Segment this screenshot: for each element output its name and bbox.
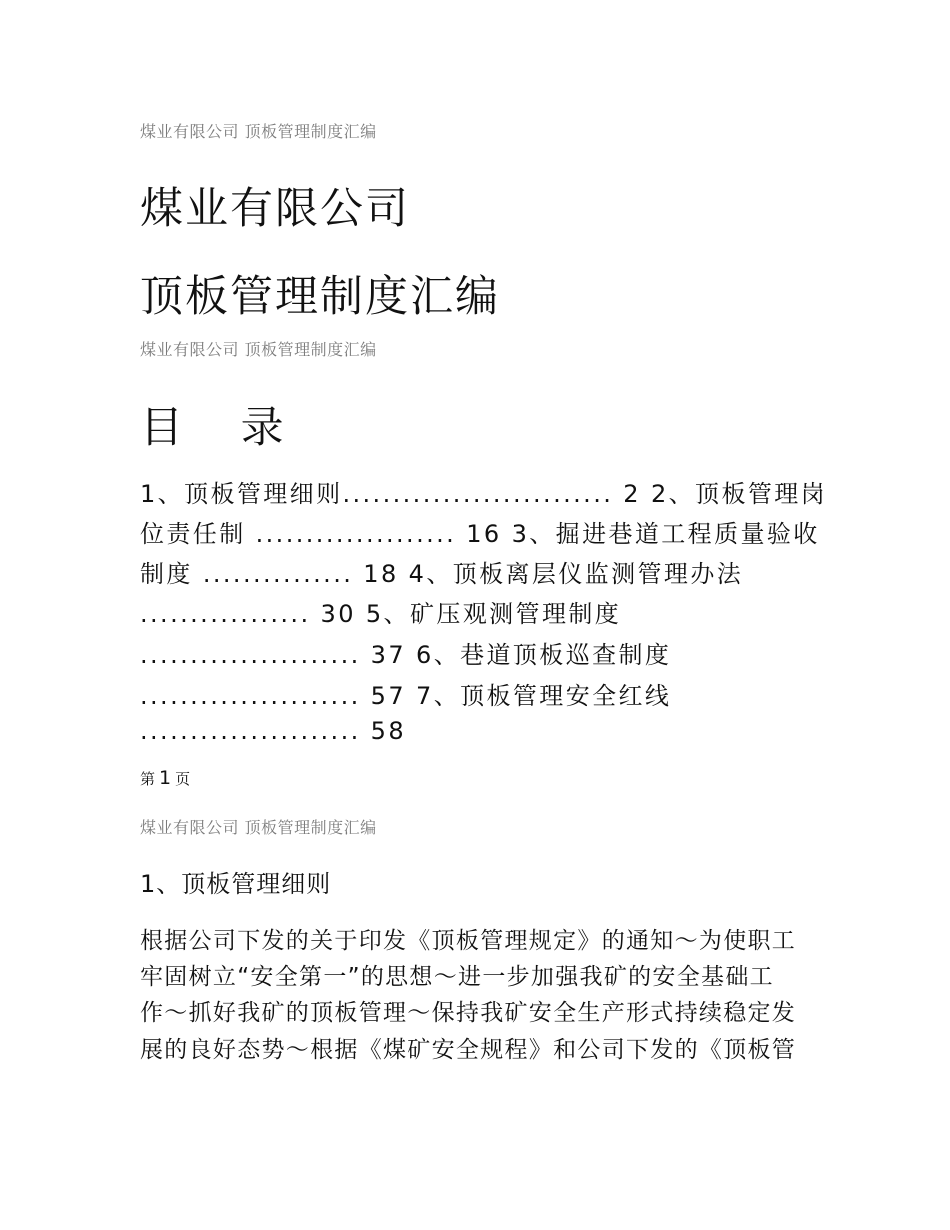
running-header-2: 煤业有限公司 顶板管理制度汇编 (140, 340, 377, 359)
section-heading: 1、顶板管理细则 (140, 870, 332, 898)
page-number-prefix: 第 (140, 770, 156, 788)
body-line: 作～抓好我矿的顶板管理～保持我矿安全生产形式持续稳定发 (140, 1000, 797, 1026)
toc-line: 位责任制 .................... 16 3、掘进巷道工程质量验收 (140, 520, 820, 548)
page-number-suffix: 页 (175, 770, 191, 788)
toc-line: 制度 ............... 18 4、顶板离层仪监测管理办法 (140, 560, 744, 588)
toc-line: 1、顶板管理细则........................... 2 2、顶板管理岗 (140, 480, 828, 508)
running-header-3: 煤业有限公司 顶板管理制度汇编 (140, 818, 377, 837)
body-line: 牢固树立“安全第一”的思想～进一步加强我矿的安全基础工 (140, 964, 774, 990)
running-header-1: 煤业有限公司 顶板管理制度汇编 (140, 122, 377, 141)
toc-heading: 目 录 (140, 403, 306, 453)
document-title-line-2: 顶板管理制度汇编 (140, 272, 500, 322)
toc-line: ...................... 58 (140, 717, 407, 745)
toc-line: ...................... 37 6、巷道顶板巡查制度 (140, 641, 672, 669)
page-number (140, 767, 190, 789)
page-number-value: 1 (159, 767, 172, 789)
body-line: 展的良好态势～根据《煤矿安全规程》和公司下发的《顶板管 (140, 1037, 797, 1063)
document-title-line-1: 煤业有限公司 (140, 184, 410, 234)
body-line: 根据公司下发的关于印发《顶板管理规定》的通知～为使职工 (140, 928, 797, 954)
toc-line: ...................... 57 7、顶板管理安全红线 (140, 682, 672, 710)
toc-line: ................. 30 5、矿压观测管理制度 (140, 600, 622, 628)
